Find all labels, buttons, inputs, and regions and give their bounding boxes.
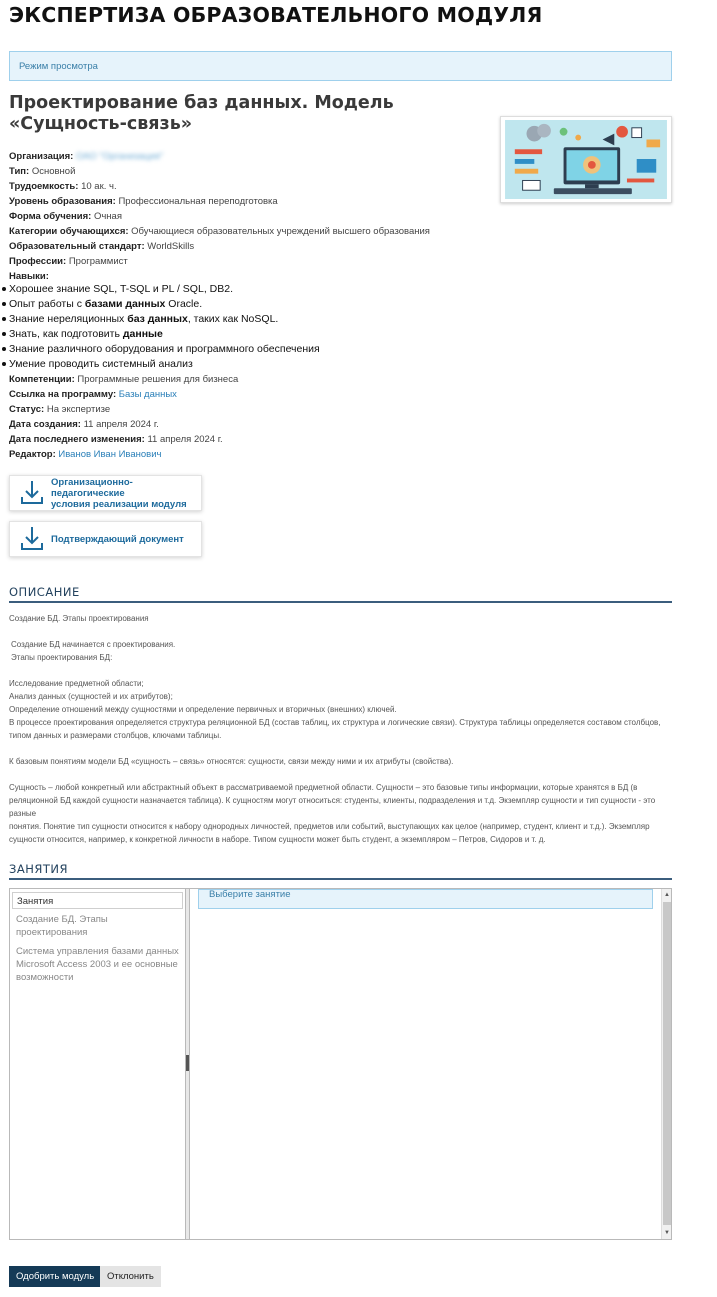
- editor-link[interactable]: Иванов Иван Иванович: [58, 449, 162, 460]
- skill-text: Знание различного оборудования и программного обеспечения: [9, 343, 320, 355]
- confirming-document-button[interactable]: [9, 521, 202, 557]
- skill-text: , таких как NoSQL.: [187, 313, 279, 325]
- org-conditions-document-button[interactable]: [9, 475, 202, 511]
- skill-text: Знать, как подготовить: [9, 328, 123, 340]
- desc-paragraph: В процессе проектирования определяется структура реляционной БД (состав таблиц, их структура и логические связи). Структура таблицы определяется составом столбцов,: [9, 718, 661, 727]
- skill-text: Умение проводить системный анализ: [9, 358, 193, 370]
- document-label: Подтверждающий документ: [51, 533, 184, 545]
- skill-text: Oracle.: [165, 298, 203, 310]
- scroll-down-icon[interactable]: ▼: [664, 1230, 670, 1236]
- desc-paragraph: понятия. Понятие тип сущности относится к набору однородных личностей, предметов или событий, выступающих как целое (например, студент, клиент и т.д.). Экземпляр: [9, 822, 650, 831]
- list-item: [0, 357, 320, 372]
- download-icon: [16, 478, 48, 508]
- lessons-panel: [9, 888, 672, 1240]
- module-title: [9, 93, 479, 135]
- meta-value: ОАО "Организация": [75, 151, 164, 162]
- meta-education-level: [9, 195, 669, 210]
- desc-paragraph: Анализ данных (сущностей и их атрибутов);: [9, 692, 173, 701]
- description-section-title: ОПИСАНИЕ: [9, 585, 672, 603]
- meta-label: Трудоемкость:: [9, 181, 79, 192]
- desc-paragraph: Создание БД. Этапы проектирования: [9, 614, 149, 623]
- meta-type: [9, 165, 669, 180]
- meta-label: Тип:: [9, 166, 30, 177]
- meta-label: Профессии:: [9, 256, 67, 267]
- meta-label: Навыки:: [9, 271, 49, 282]
- skill-text: Хорошее знание SQL, T-SQL и PL / SQL, DB2.: [9, 283, 233, 295]
- meta-label: Уровень образования:: [9, 196, 116, 207]
- meta-label: Организация:: [9, 151, 74, 162]
- lessons-section-title: ЗАНЯТИЯ: [9, 862, 672, 880]
- list-item: [0, 282, 320, 297]
- skill-highlight: базами данных: [84, 298, 166, 310]
- meta-value: 11 апреля 2024 г.: [83, 419, 159, 430]
- meta-label: Дата создания:: [9, 419, 81, 430]
- module-title-line1: Проектирование баз данных. Модель: [9, 93, 394, 113]
- meta-value: Профессиональная переподготовка: [118, 196, 278, 207]
- meta-value: Очная: [93, 211, 122, 222]
- meta-label: Форма обучения:: [9, 211, 92, 222]
- select-lesson-hint: Выберите занятие: [198, 889, 653, 909]
- skills-list: [0, 282, 320, 372]
- list-item: [0, 327, 320, 342]
- lesson-item[interactable]: Создание БД. Этапы проектирования: [16, 914, 108, 938]
- desc-paragraph: сущности относится, например, к конкретной личности в наборе. Типом сущности может быть студент, а экземпляром – Петров, Сидоров и т. д.: [9, 835, 546, 844]
- program-link[interactable]: Базы данных: [118, 389, 177, 400]
- scroll-up-icon[interactable]: ▲: [664, 892, 670, 898]
- meta-value: 10 ак. ч.: [81, 181, 117, 192]
- skill-text: Опыт работы с: [9, 298, 85, 310]
- desc-paragraph: типом данных и размерами столбцов, ключами таблицы.: [9, 731, 222, 740]
- list-item: [0, 297, 320, 312]
- lessons-list-header: Занятия: [12, 892, 183, 909]
- desc-paragraph: Сущность – любой конкретный или абстрактный объект в рассматриваемой предметной области. Сущности – это базовые типы информации, которые хранятся в БД (в: [9, 783, 638, 792]
- meta-label: Компетенции:: [9, 374, 75, 385]
- meta-program-link: [9, 388, 238, 403]
- meta-editor: [9, 448, 238, 463]
- meta-label: Категории обучающихся:: [9, 226, 129, 237]
- lesson-item[interactable]: Система управления базами данных Microsoft Access 2003 и ее основные возможности: [16, 946, 179, 983]
- meta-label: Редактор:: [9, 449, 56, 460]
- meta-value: Обучающиеся образовательных учреждений высшего образования: [131, 226, 430, 237]
- list-item: [0, 342, 320, 357]
- meta-value: Программист: [68, 256, 128, 267]
- reject-button[interactable]: Отклонить: [100, 1266, 161, 1287]
- document-label-line1: Организационно-педагогические: [51, 476, 133, 499]
- desc-paragraph: К базовым понятиям модели БД «сущность – связь» относятся: сущности, связи между ними и их атрибуты (свойства).: [9, 757, 454, 766]
- meta-value: Программные решения для бизнеса: [77, 374, 239, 385]
- meta-value: На экспертизе: [46, 404, 111, 415]
- approve-module-button[interactable]: Одобрить модуль: [9, 1266, 101, 1287]
- meta-modified: [9, 433, 238, 448]
- content-scrollbar[interactable]: [661, 889, 671, 1239]
- meta-label: Образовательный стандарт:: [9, 241, 145, 252]
- meta-value: WorldSkills: [147, 241, 195, 252]
- meta-organization: [9, 150, 669, 165]
- desc-paragraph: Исследование предметной области;: [9, 679, 144, 688]
- page-heading: ЭКСПЕРТИЗА ОБРАЗОВАТЕЛЬНОГО МОДУЛЯ: [9, 3, 543, 27]
- meta-professions: [9, 255, 669, 270]
- meta-status: [9, 403, 238, 418]
- meta-study-form: [9, 210, 669, 225]
- skill-highlight: данные: [122, 328, 163, 340]
- lessons-list: [10, 889, 186, 1239]
- meta-competencies: [9, 373, 238, 388]
- module-meta: [9, 150, 669, 285]
- meta-label: Статус:: [9, 404, 45, 415]
- meta-label: Ссылка на программу:: [9, 389, 117, 400]
- meta-created: [9, 418, 238, 433]
- splitter-grip-icon[interactable]: [186, 1055, 189, 1071]
- module-title-line2: «Сущность-связь»: [9, 114, 193, 134]
- download-icon: [16, 524, 48, 554]
- scrollbar-thumb[interactable]: [663, 902, 671, 1225]
- skill-text: Знание нереляционных: [9, 313, 128, 325]
- meta-learner-categories: [9, 225, 669, 240]
- meta-value: 11 апреля 2024 г.: [147, 434, 223, 445]
- desc-paragraph: Этапы проектирования БД:: [11, 653, 113, 662]
- panel-splitter[interactable]: [186, 889, 190, 1239]
- desc-paragraph: Определение отношений между сущностями и определение первичных и вторичных (внешних) ключей.: [9, 705, 397, 714]
- desc-paragraph: Создание БД начинается с проектирования.: [11, 640, 176, 649]
- lesson-content-pane: [191, 889, 661, 1239]
- list-item: [0, 312, 320, 327]
- view-mode-banner: Режим просмотра: [9, 51, 672, 81]
- meta-standard: [9, 240, 669, 255]
- desc-paragraph: реляционной БД каждой сущности назначается таблица). К сущностям могут относиться: студенты, клиенты, подразделения и т.д. Экземпляр сущности и тип сущности - это разные: [9, 796, 656, 818]
- skill-highlight: баз данных: [127, 313, 188, 325]
- meta-label: Дата последнего изменения:: [9, 434, 145, 445]
- meta-value: Основной: [31, 166, 76, 177]
- meta-workload: [9, 180, 669, 195]
- document-label: [51, 477, 201, 510]
- description-body: [9, 612, 671, 846]
- module-meta-extra: [9, 373, 238, 463]
- document-label-line2: условия реализации модуля: [51, 498, 187, 510]
